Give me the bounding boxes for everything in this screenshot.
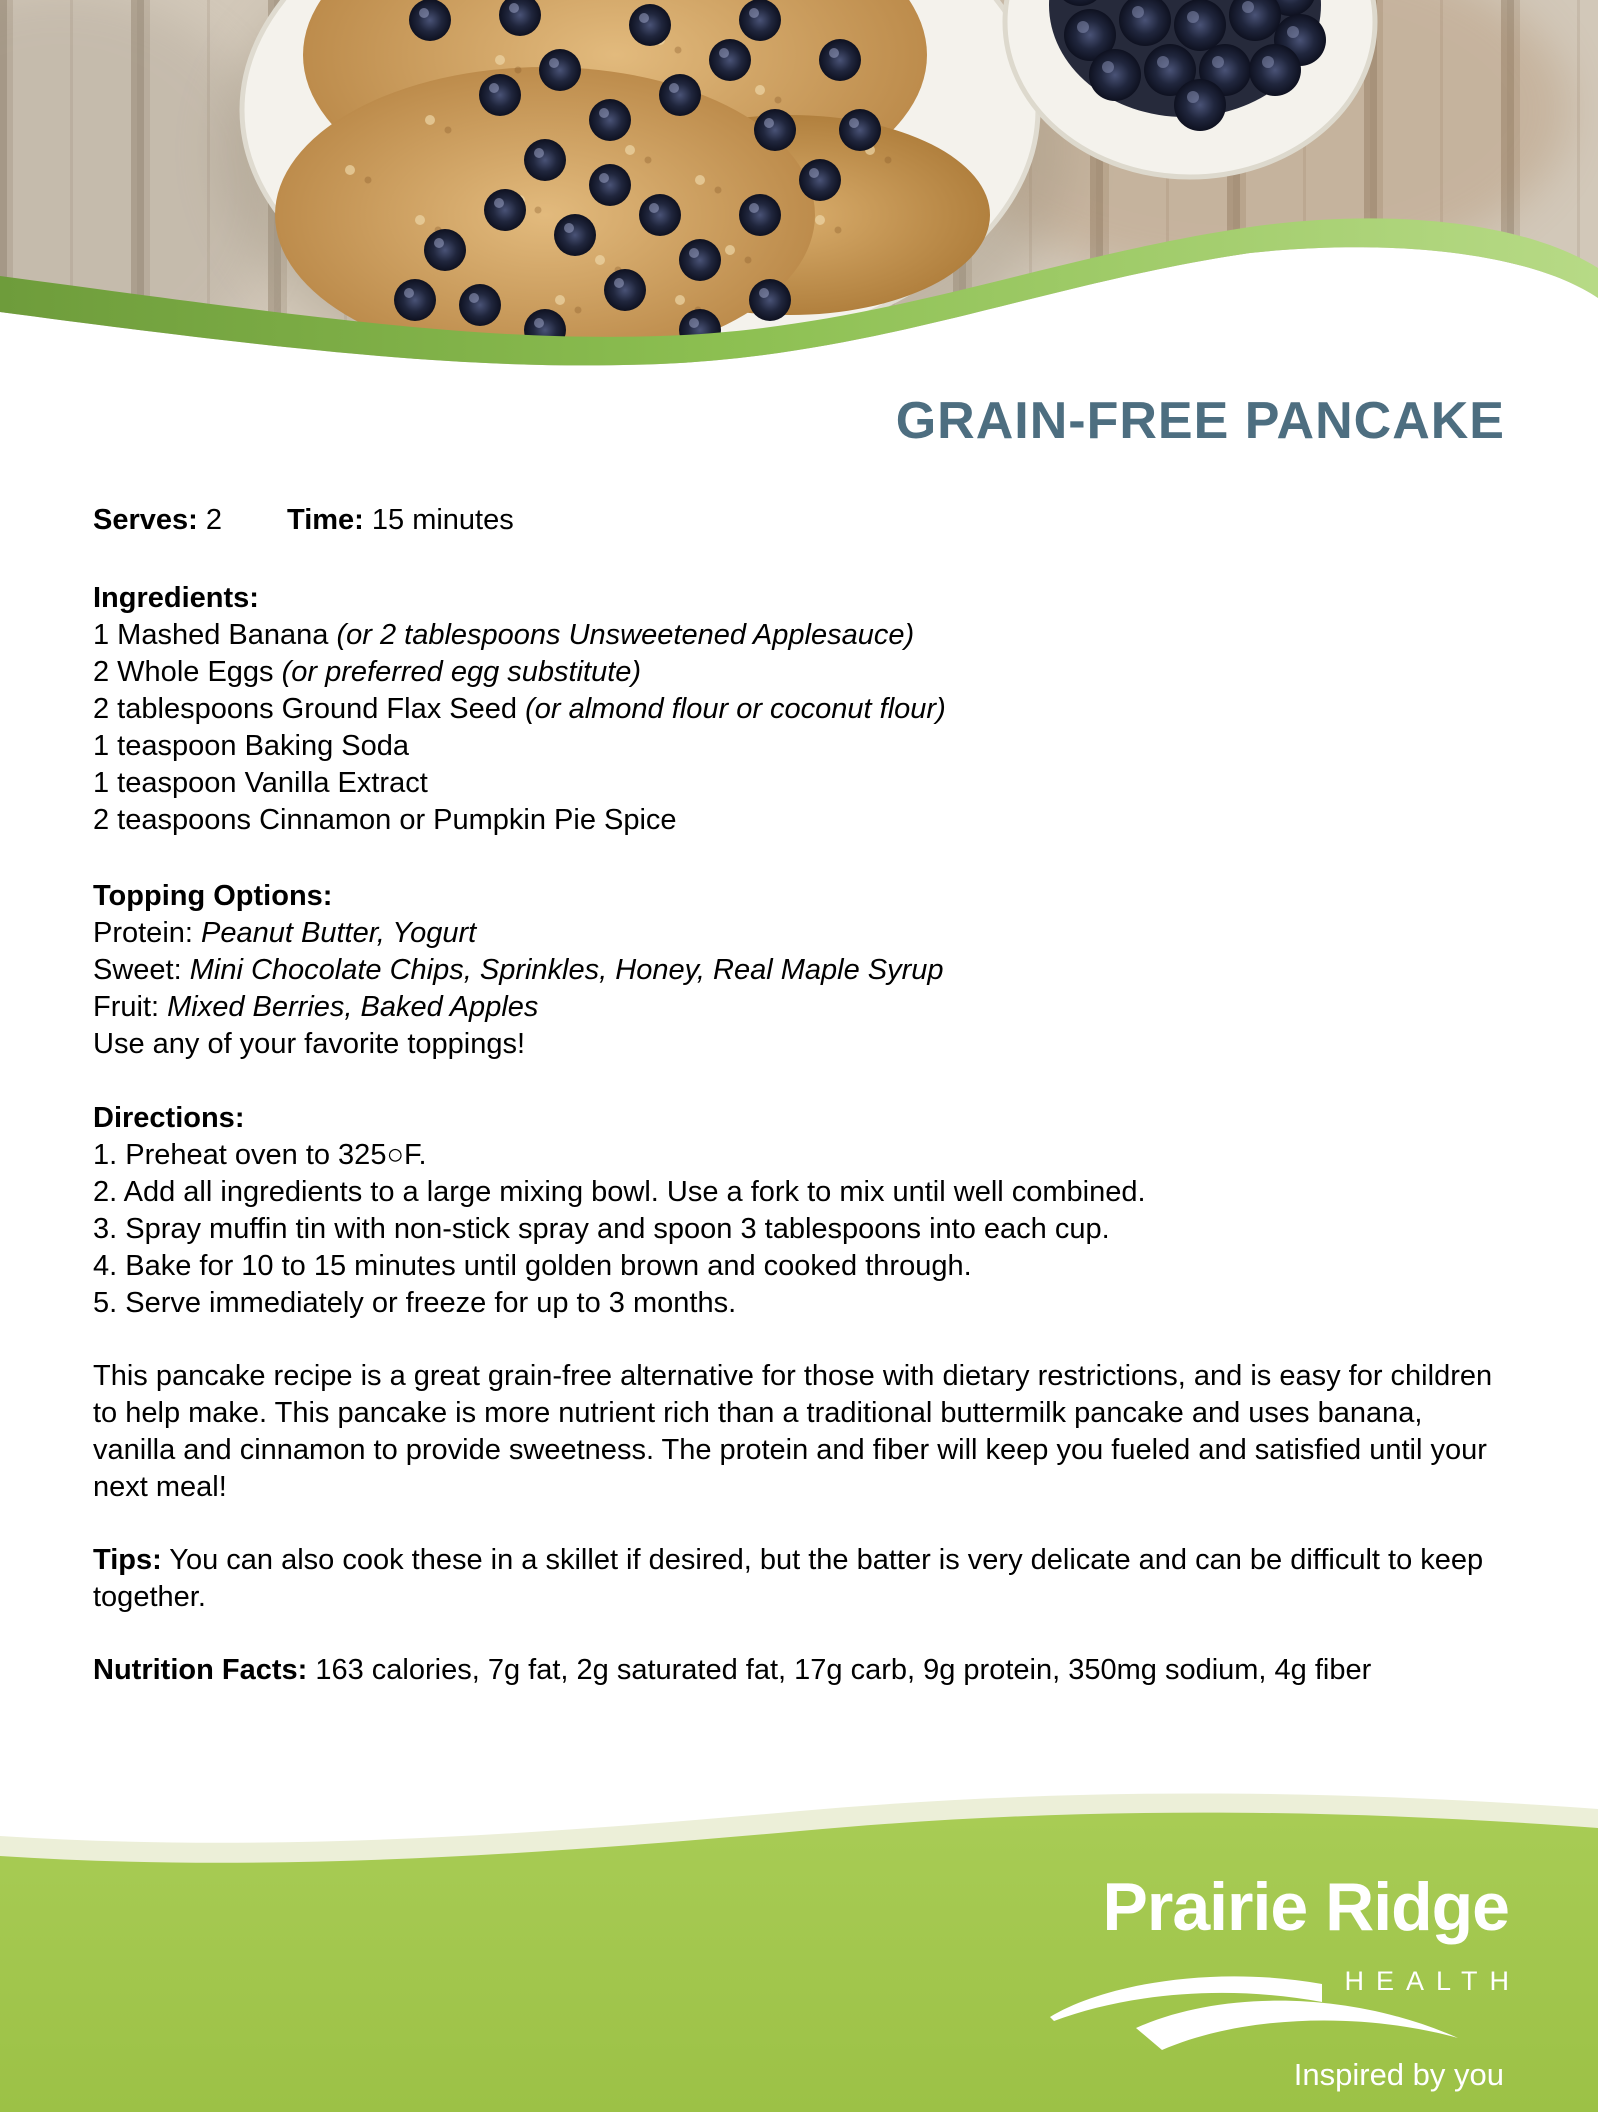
ingredient-text: 1 teaspoon Vanilla Extract — [93, 767, 428, 799]
hero-photo — [0, 0, 1598, 370]
description-paragraph: This pancake recipe is a great grain-free alternative for those with dietary restrictions, and is easy for children to help make. This pancake is more nutrient rich than a traditional buttermilk pancake and uses banana, vanilla and cinnamon to provide sweetness. The protein and fiber will keep you fueled and satisfied until your next meal! — [93, 1360, 1493, 1503]
ingredient-note: (or 2 tablespoons Unsweetened Applesauce) — [336, 619, 915, 651]
tips-text: You can also cook these in a skillet if desired, but the batter is very delicate and can be difficult to keep together. — [93, 1544, 1484, 1613]
directions-heading: Directions: — [93, 1102, 245, 1134]
time-label: Time: — [287, 504, 364, 536]
blueberry — [394, 279, 436, 321]
ingredient-line — [93, 802, 1505, 839]
blueberry — [484, 189, 526, 231]
direction-step: 5. Serve immediately or freeze for up to 3 months. — [93, 1287, 737, 1319]
ingredient-line — [93, 691, 1505, 728]
ingredient-note: (or almond flour or coconut flour) — [525, 693, 946, 725]
blueberry — [709, 39, 751, 81]
direction-step: 4. Bake for 10 to 15 minutes until golden brown and cooked through. — [93, 1250, 972, 1282]
recipe-content — [93, 502, 1505, 1689]
ingredient-text: 1 Mashed Banana — [93, 619, 329, 651]
blueberry — [1249, 44, 1301, 96]
ingredient-line — [93, 654, 1505, 691]
topping-label: Fruit: — [93, 991, 160, 1023]
tips-label: Tips: — [93, 1544, 162, 1576]
blueberry — [604, 269, 646, 311]
blueberry — [839, 109, 881, 151]
ingredient-line — [93, 765, 1505, 802]
blueberry — [639, 194, 681, 236]
serves-group — [93, 502, 287, 539]
blueberry — [424, 229, 466, 271]
topping-line — [93, 915, 1505, 952]
topping-line — [93, 952, 1505, 989]
ingredient-text: 2 tablespoons Ground Flax Seed — [93, 693, 517, 725]
brand-tagline: Inspired by you — [1293, 2057, 1504, 2092]
ingredient-text: 2 teaspoons Cinnamon or Pumpkin Pie Spice — [93, 804, 677, 836]
blueberry — [589, 99, 631, 141]
blueberry — [1174, 79, 1226, 131]
toppings-heading: Topping Options: — [93, 880, 333, 912]
brand-subtitle: HEALTH — [1344, 1966, 1521, 1996]
directions-section — [93, 1100, 1505, 1322]
ingredient-text: 1 teaspoon Baking Soda — [93, 730, 410, 762]
topping-label: Sweet: — [93, 954, 182, 986]
ingredients-section — [93, 580, 1505, 839]
ingredients-heading: Ingredients: — [93, 582, 259, 614]
blueberry — [799, 159, 841, 201]
direction-step: 3. Spray muffin tin with non-stick spray and spoon 3 tablespoons into each cup. — [93, 1213, 1110, 1245]
blueberry — [589, 164, 631, 206]
blueberry — [739, 194, 781, 236]
blueberry — [629, 4, 671, 46]
hero-photo-art — [0, 0, 1598, 370]
blueberry — [459, 284, 501, 326]
tips-paragraph — [93, 1542, 1505, 1616]
blueberry — [659, 74, 701, 116]
topping-value: Mini Chocolate Chips, Sprinkles, Honey, Real Maple Syrup — [189, 954, 944, 986]
blueberry — [819, 39, 861, 81]
ingredient-text: 2 Whole Eggs — [93, 656, 274, 688]
nutrition-label: Nutrition Facts: — [93, 1654, 308, 1686]
topping-line — [93, 989, 1505, 1026]
topping-value: Peanut Butter, Yogurt — [201, 917, 477, 949]
blueberry — [409, 0, 451, 41]
prairie-ridge-swoosh-icon — [1040, 1958, 1470, 2053]
serves-value: 2 — [205, 504, 223, 536]
topping-label: Protein: — [93, 917, 193, 949]
ingredient-line — [93, 617, 1505, 654]
toppings-section — [93, 878, 1505, 1063]
blueberry — [739, 0, 781, 41]
direction-step: 1. Preheat oven to 325○F. — [93, 1139, 427, 1171]
blueberry — [524, 139, 566, 181]
blueberry — [754, 109, 796, 151]
toppings-closing: Use any of your favorite toppings! — [93, 1028, 526, 1060]
serves-time-line — [93, 502, 1505, 539]
topping-value: Mixed Berries, Baked Apples — [167, 991, 539, 1023]
blueberry — [749, 279, 791, 321]
ingredient-line — [93, 728, 1505, 765]
time-value: 15 minutes — [371, 504, 514, 536]
page-title: GRAIN-FREE PANCAKE — [895, 392, 1505, 450]
blueberry — [1174, 0, 1226, 51]
brand-name: Prairie Ridge — [1102, 1869, 1509, 1945]
serves-label: Serves: — [93, 504, 198, 536]
blueberry — [679, 239, 721, 281]
blueberry — [1089, 49, 1141, 101]
ingredient-note: (or preferred egg substitute) — [281, 656, 642, 688]
direction-step: 2. Add all ingredients to a large mixing bowl. Use a fork to mix until well combined. — [93, 1176, 1146, 1208]
blueberry — [479, 74, 521, 116]
blueberry — [554, 214, 596, 256]
nutrition-text: 163 calories, 7g fat, 2g saturated fat, 17g carb, 9g protein, 350mg sodium, 4g fiber — [315, 1654, 1372, 1686]
blueberry — [539, 49, 581, 91]
nutrition-line — [93, 1652, 1505, 1689]
